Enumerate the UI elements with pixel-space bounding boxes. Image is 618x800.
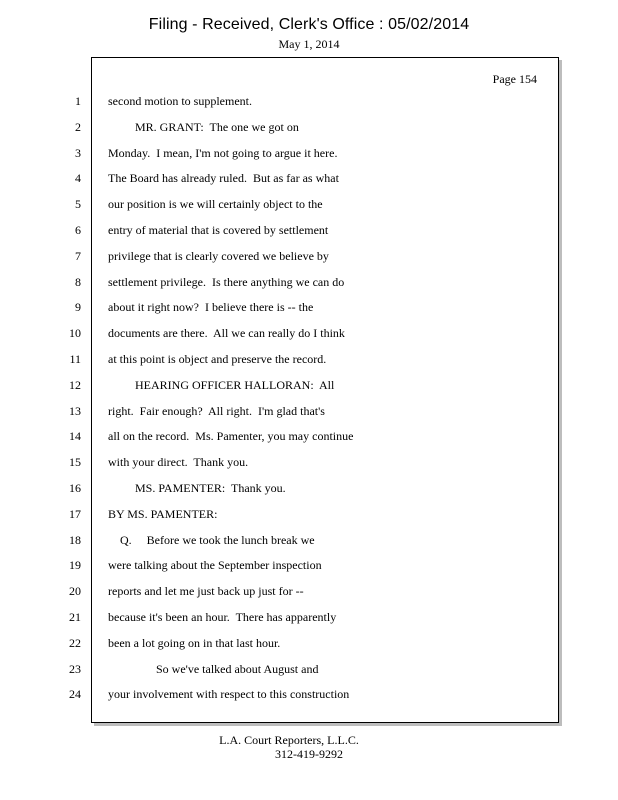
line-number: 10 [69, 326, 81, 341]
line-number: 8 [75, 274, 81, 289]
line-number: 18 [69, 532, 81, 547]
footer-phone: 312-419-9292 [275, 747, 343, 761]
line-number: 4 [75, 171, 81, 186]
transcript-page [69, 57, 559, 723]
transcript-line [69, 481, 558, 507]
line-number: 7 [75, 248, 81, 263]
line-number: 11 [69, 352, 81, 366]
line-text: been a lot going on in that last hour. [108, 635, 281, 650]
transcript-line [69, 506, 558, 533]
line-number: 6 [75, 223, 81, 237]
transcript-line [69, 584, 558, 610]
transcript-line [69, 635, 558, 662]
line-text: Monday. I mean, I'm not going to argue it here. [108, 145, 338, 160]
line-text: documents are there. All we can really do I think [108, 326, 345, 341]
transcript-line [69, 661, 558, 688]
transcript-line [69, 326, 558, 352]
line-text: about it right now? I believe there is -- the [108, 300, 314, 315]
transcript-line [69, 403, 558, 430]
transcript-line [75, 171, 558, 197]
line-text: So we've talked about August and [108, 661, 319, 676]
line-number: 5 [75, 197, 81, 212]
line-text: settlement privilege. Is there anything we can do [108, 274, 345, 289]
line-number: 19 [69, 558, 81, 573]
line-number: 21 [69, 610, 81, 624]
line-number: 2 [75, 119, 81, 134]
line-number: 14 [69, 429, 81, 444]
transcript-line [69, 429, 558, 455]
transcript-line [69, 455, 558, 481]
line-text: at this point is object and preserve the record. [108, 352, 327, 366]
transcript-line [75, 94, 558, 120]
line-text: with your direct. Thank you. [108, 455, 249, 470]
line-text: MS. PAMENTER: Thank you. [108, 481, 286, 495]
line-text: BY MS. PAMENTER: [108, 506, 218, 521]
line-number: 15 [69, 455, 81, 470]
transcript-line [75, 300, 558, 326]
transcript-line [75, 223, 558, 249]
transcript-line [75, 274, 558, 301]
line-number: 12 [69, 377, 81, 392]
transcript-line [75, 197, 558, 223]
transcript-line [69, 610, 558, 636]
line-number: 20 [69, 584, 81, 599]
line-text: HEARING OFFICER HALLORAN: All [108, 377, 335, 392]
line-number: 22 [69, 635, 81, 650]
line-text: all on the record. Ms. Pamenter, you may continue [108, 429, 354, 444]
filing-stamp: Filing - Received, Clerk's Office : 05/02/2014 [148, 16, 470, 33]
line-text: Q. Before we took the lunch break we [108, 532, 315, 547]
transcript-line [75, 119, 558, 146]
line-text: because it's been an hour. There has apparently [108, 610, 337, 624]
line-text: privilege that is clearly covered we believe by [108, 248, 329, 263]
line-text: second motion to supplement. [108, 94, 252, 108]
line-text: our position is we will certainly object to the [108, 197, 323, 212]
line-text: The Board has already ruled. But as far as what [108, 171, 339, 186]
line-number: 9 [75, 300, 81, 315]
line-text: reports and let me just back up just for -- [108, 584, 304, 599]
line-number: 16 [69, 481, 81, 495]
line-text: your involvement with respect to this construction [108, 687, 350, 702]
transcript-line [69, 377, 558, 404]
line-number: 23 [69, 661, 81, 676]
line-text: MR. GRANT: The one we got on [108, 119, 299, 134]
transcript-line [69, 352, 558, 378]
footer-company: L.A. Court Reporters, L.L.C. [219, 733, 359, 747]
transcript-date: May 1, 2014 [278, 37, 340, 51]
line-number: 3 [75, 145, 81, 160]
transcript-line [75, 145, 558, 172]
transcript-line [69, 687, 558, 713]
line-number: 17 [69, 506, 81, 521]
line-number: 1 [75, 94, 81, 108]
line-number: 13 [69, 403, 81, 418]
transcript-line [75, 248, 558, 275]
line-text: were talking about the September inspection [108, 558, 322, 573]
page-number: Page 154 [492, 72, 537, 86]
line-text: entry of material that is covered by settlement [108, 223, 329, 237]
line-number: 24 [69, 687, 81, 702]
transcript-line [69, 558, 558, 584]
transcript-line [69, 532, 558, 559]
line-text: right. Fair enough? All right. I'm glad that's [108, 403, 325, 418]
